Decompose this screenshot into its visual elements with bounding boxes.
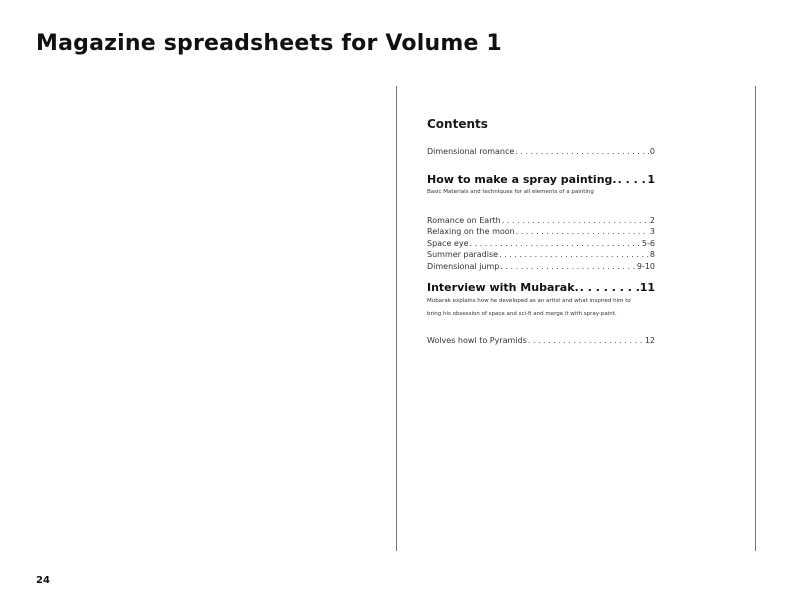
- toc-entry: [427, 238, 655, 250]
- toc-entry-page: 12: [644, 336, 655, 345]
- toc-leader-dots: [580, 280, 639, 295]
- toc-leader-dots: [470, 238, 641, 250]
- toc-entry-title: Space eye: [427, 238, 469, 248]
- toc-entry: [427, 146, 655, 158]
- page-title: Magazine spreadsheets for Volume 1: [36, 31, 502, 56]
- toc-entry-description: Basic Materials and techniques for all elements of a painting: [427, 188, 594, 195]
- toc-leader-dots: [618, 172, 647, 187]
- toc-entry-page: 0: [649, 147, 655, 156]
- toc-leader-dots: [500, 261, 635, 273]
- toc-entry-page: 1: [647, 172, 655, 186]
- toc-entry: [427, 215, 655, 227]
- toc-leader-dots: [502, 215, 649, 227]
- toc-entry-title: Wolves howl to Pyramids: [427, 336, 527, 345]
- page-number: 24: [36, 575, 50, 586]
- toc-entry-description: Mubarak explains how he developed as an artist and what inspired him to: [427, 298, 631, 304]
- toc-entry-title: Dimensional romance: [427, 147, 515, 156]
- left-divider-line: [396, 86, 397, 551]
- toc-entry-page: 2: [649, 215, 655, 225]
- toc-entry-title: Summer paradise: [427, 250, 499, 259]
- toc-entry-title: Relaxing on the moon: [427, 227, 515, 236]
- toc-leader-dots: [515, 146, 649, 158]
- toc-entry-title: Interview with Mubarak.: [427, 281, 579, 294]
- toc-entry: [427, 249, 655, 261]
- toc-entry-description: bring his obsession of space and sci-fi and merge it with spray-paint.: [427, 311, 617, 317]
- table-of-contents: [427, 116, 655, 347]
- toc-entry: [427, 226, 655, 238]
- toc-entry-featured: [427, 280, 655, 295]
- toc-leader-dots: [528, 335, 644, 347]
- toc-entry-page: 9-10: [636, 261, 655, 271]
- toc-entry-title: Dimensional jump: [427, 261, 500, 271]
- contents-heading: Contents: [427, 117, 488, 131]
- toc-entry-title: Romance on Earth: [427, 215, 501, 225]
- toc-entry-featured: [427, 172, 655, 187]
- right-divider-line: [755, 86, 756, 551]
- toc-leader-dots: [516, 226, 649, 238]
- toc-entry-title: How to make a spray painting.: [427, 172, 617, 186]
- toc-entry-page: 3: [649, 227, 655, 236]
- toc-leader-dots: [499, 249, 649, 261]
- toc-entry-page: 5-6: [641, 238, 655, 248]
- toc-entry: [427, 335, 655, 347]
- toc-entry-page: 11: [639, 281, 655, 294]
- toc-entry-page: 8: [649, 250, 655, 259]
- toc-entry: [427, 261, 655, 273]
